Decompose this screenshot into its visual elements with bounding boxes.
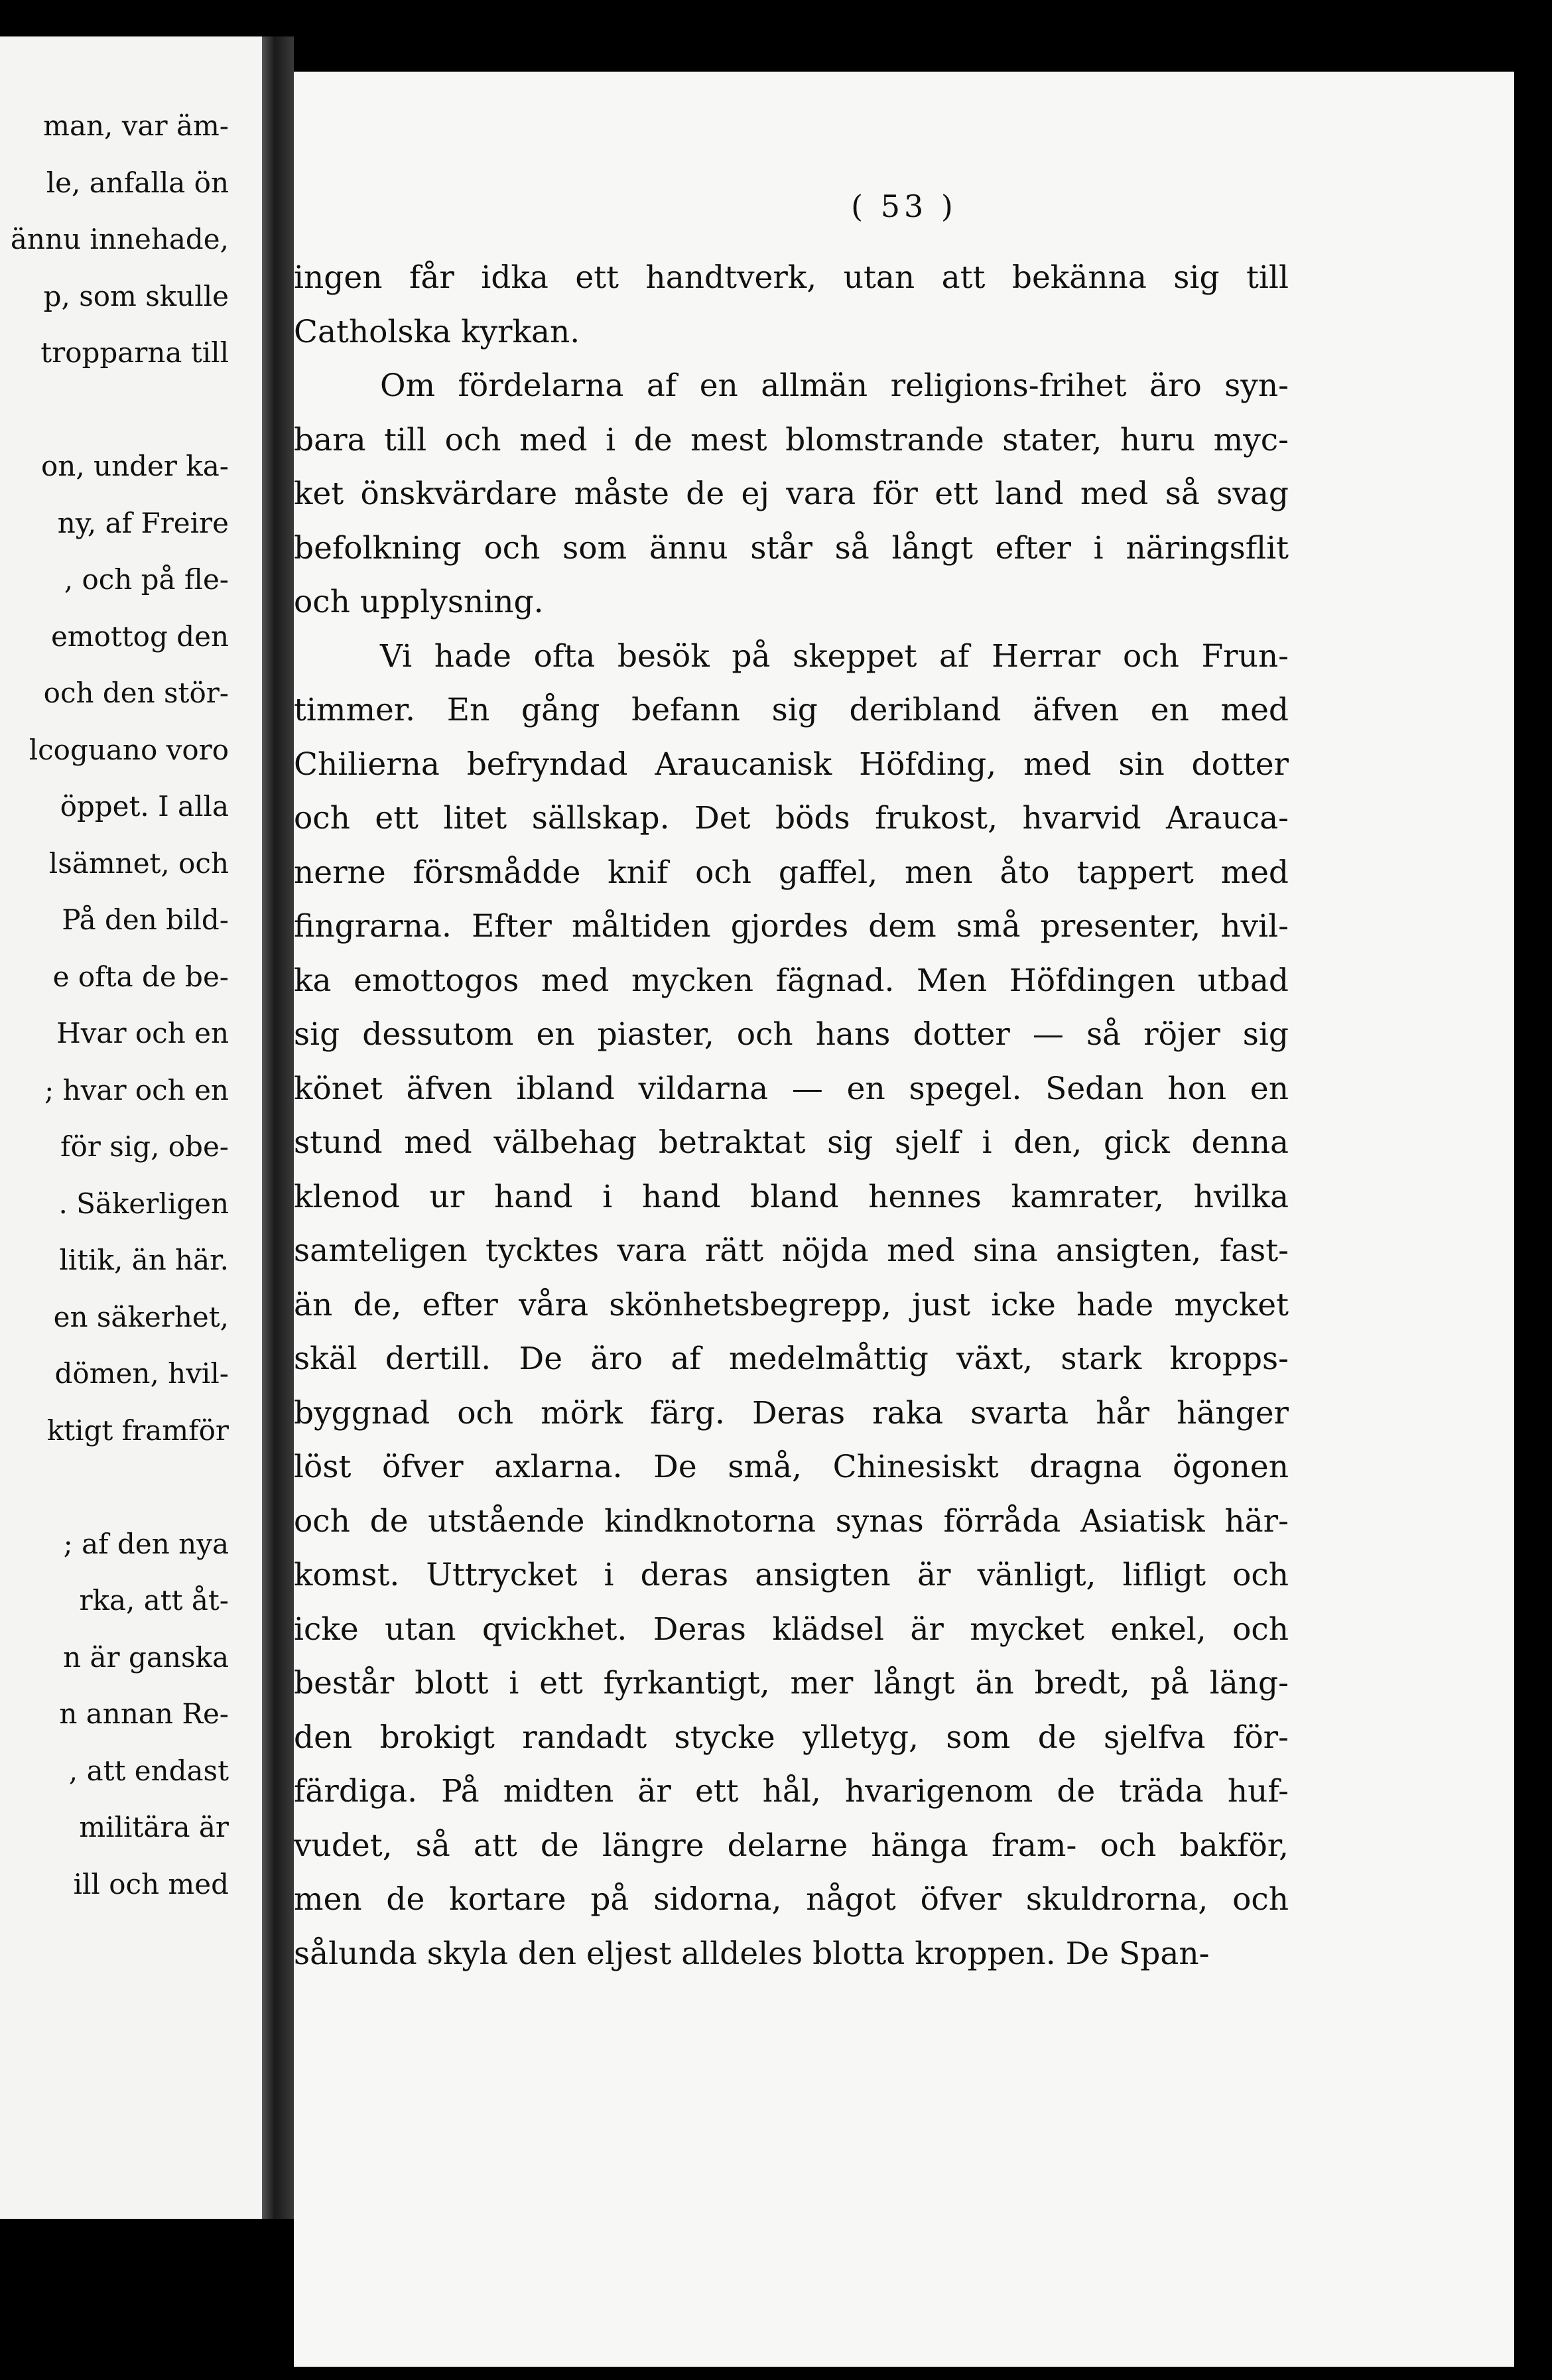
left-text-fragment: På den bild-: [62, 903, 229, 936]
text-line: Chilierna befryndad Araucanisk Höfding, med sin dotter: [294, 746, 1289, 783]
text-line: ka emottogos med mycken fägnad. Men Höfdingen utbad: [294, 962, 1289, 999]
text-line: byggnad och mörk färg. Deras raka svarta hår hänger: [294, 1394, 1289, 1431]
left-text-fragment: lcoguano voro: [29, 733, 229, 766]
text-line: timmer. En gång befann sig deribland äfven en med: [294, 692, 1289, 728]
left-text-fragment: dömen, hvil-: [54, 1357, 229, 1390]
left-text-fragment: och den stör-: [43, 677, 229, 709]
text-line: men de kortare på sidorna, något öfver skuldrorna, och: [294, 1881, 1289, 1918]
left-text-fragment: ill och med: [73, 1867, 229, 1900]
text-line: den brokigt randadt stycke ylletyg, som de sjelfva för-: [294, 1719, 1289, 1756]
left-text-fragment: ny, af Freire: [57, 506, 229, 539]
left-text-fragment: Hvar och en: [56, 1017, 229, 1049]
left-text-fragment: e ofta de be-: [52, 960, 229, 993]
text-line: och upplysning.: [294, 584, 544, 620]
text-line: vudet, så att de längre delarne hänga fram- och bakför,: [294, 1827, 1289, 1864]
text-line: könet äfven ibland vildarna — en spegel. Sedan hon en: [294, 1070, 1289, 1107]
text-line: färdiga. På midten är ett hål, hvarigenom de träda huf-: [294, 1773, 1289, 1810]
text-line: Vi hade ofta besök på skeppet af Herrar och Frun-: [380, 637, 1289, 675]
text-line: ket önskvärdare måste de ej vara för ett land med så svag: [294, 476, 1289, 512]
left-text-fragment: man, var äm-: [43, 109, 229, 142]
left-text-fragment: le, anfalla ön: [46, 166, 229, 199]
text-line: och ett litet sällskap. Det böds frukost, hvarvid Arauca-: [294, 800, 1289, 836]
text-line: befolkning och som ännu står så långt efter i näringsflit: [294, 529, 1289, 566]
left-text-fragment: p, som skulle: [43, 279, 229, 312]
left-text-fragment: litik, än här.: [59, 1244, 229, 1276]
left-text-fragment: ktigt framför: [46, 1414, 229, 1447]
left-text-fragment: tropparna till: [40, 336, 229, 369]
left-text-fragment: militära är: [79, 1811, 229, 1843]
text-line: komst. Uttrycket i deras ansigten är vänligt, lifligt och: [294, 1557, 1289, 1593]
book-gutter: [262, 36, 294, 2219]
left-text-fragment: n är ganska: [63, 1640, 229, 1674]
text-line: icke utan qvickhet. Deras klädsel är mycket enkel, och: [294, 1611, 1289, 1648]
text-line: samteligen tycktes vara rätt nöjda med sina ansigten, fast-: [294, 1232, 1289, 1269]
left-text-fragment: , att endast: [68, 1754, 229, 1787]
text-line: nerne försmådde knif och gaffel, men åto tappert med: [294, 854, 1289, 891]
left-text-fragment: rka, att åt-: [79, 1584, 229, 1617]
text-line: stund med välbehag betraktat sig sjelf i den, gick denna: [294, 1124, 1289, 1161]
text-line: sålunda skyla den eljest alldeles blotta kroppen. De Span-: [294, 1935, 1210, 1972]
left-text-fragment: on, under ka-: [41, 450, 229, 482]
left-text-fragment: ännu innehade,: [10, 223, 229, 255]
text-line: Om fördelarna af en allmän religions-frihet äro syn-: [380, 367, 1289, 404]
text-line: sig dessutom en piaster, och hans dotter — så röjer sig: [294, 1016, 1289, 1053]
left-text-fragment: öppet. I alla: [60, 790, 229, 823]
body-text: [294, 251, 1289, 1981]
text-line: ingen får idka ett handtverk, utan att bekänna sig till: [294, 259, 1289, 296]
text-line: och de utstående kindknotorna synas förråda Asiatisk här-: [294, 1502, 1289, 1540]
text-line: består blott i ett fyrkantigt, mer långt än bredt, på läng-: [294, 1665, 1289, 1701]
text-line: löst öfver axlarna. De små, Chinesiskt dragna ögonen: [294, 1449, 1289, 1485]
left-text-fragment: n annan Re-: [59, 1697, 229, 1730]
right-page: [294, 72, 1514, 2367]
text-line: skäl dertill. De äro af medelmåttig växt, stark kropps-: [294, 1341, 1289, 1377]
text-line: bara till och med i de mest blomstrande stater, huru myc-: [294, 421, 1289, 458]
text-line: än de, efter våra skönhetsbegrepp, just icke hade mycket: [294, 1286, 1289, 1323]
page-number: ( 53 ): [851, 188, 957, 224]
left-text-fragment: emottog den: [50, 620, 229, 653]
text-line: Catholska kyrkan.: [294, 313, 580, 350]
text-line: fingrarna. Efter måltiden gjordes dem små presenter, hvil-: [294, 908, 1289, 945]
left-text-fragment: . Säkerligen: [58, 1187, 229, 1220]
left-text-fragment: för sig, obe-: [60, 1130, 229, 1163]
left-text-fragment: ; af den nya: [63, 1527, 229, 1560]
text-line: klenod ur hand i hand bland hennes kamrater, hvilka: [294, 1178, 1289, 1215]
left-page-edge: [0, 36, 264, 2219]
left-text-fragment: lsämnet, och: [48, 846, 229, 880]
left-text-fragment: en säkerhet,: [53, 1300, 229, 1333]
left-text-fragment: ; hvar och en: [44, 1073, 229, 1106]
left-text-fragment: , och på fle-: [64, 563, 229, 596]
